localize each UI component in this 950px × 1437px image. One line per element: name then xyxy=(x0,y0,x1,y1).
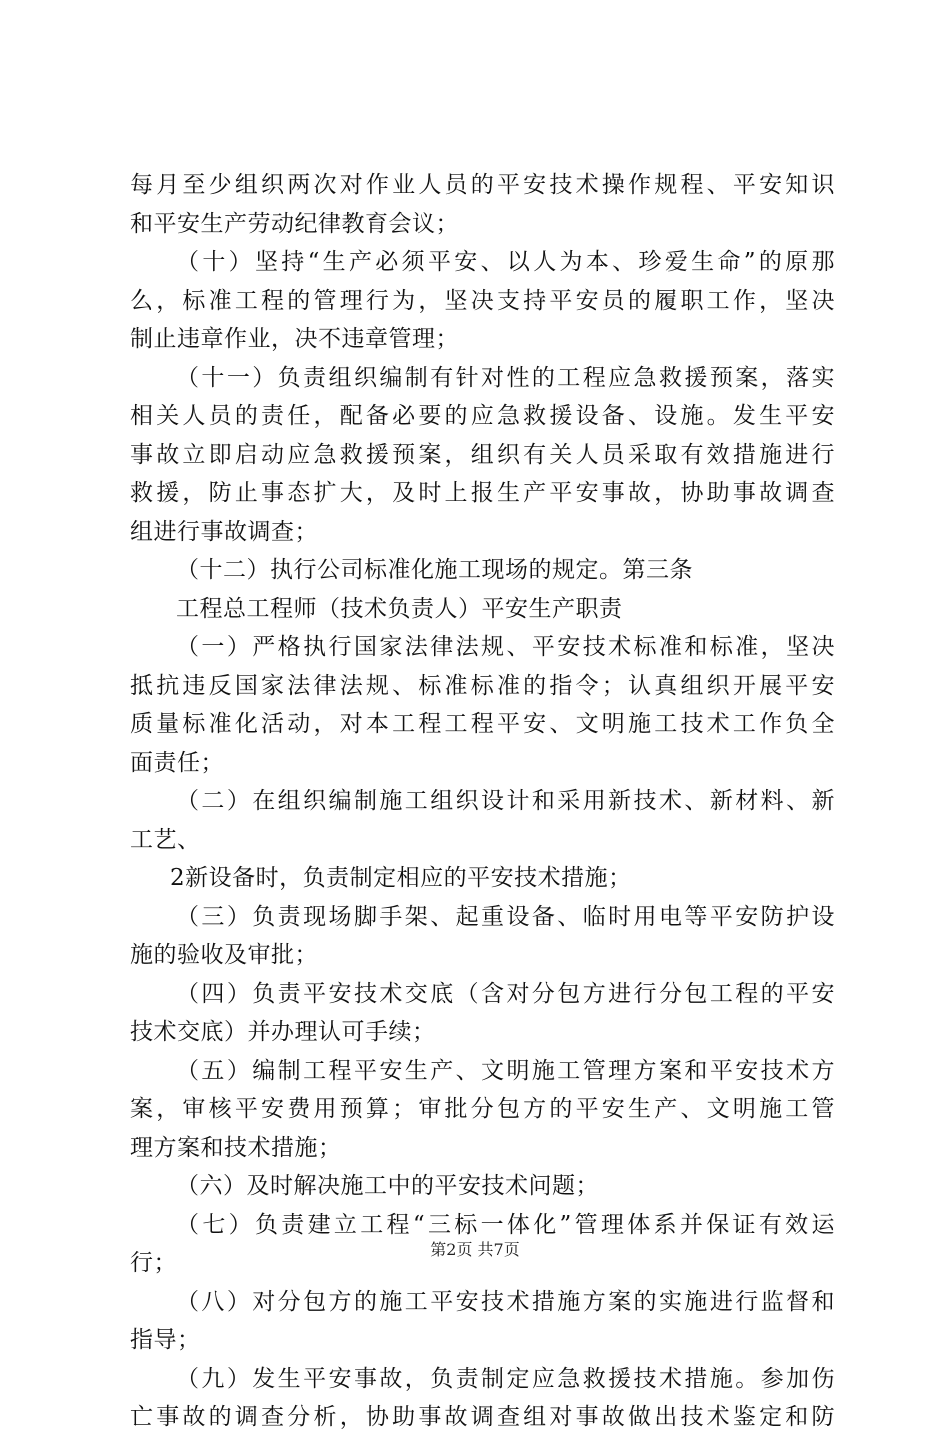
text-line: 案，审核平安费用预算；审批分包方的平安生产、文明施工管 xyxy=(130,1096,835,1122)
text-line: 救援，防止事态扩大，及时上报生产平安事故，协助事故调查 xyxy=(130,480,835,506)
text-line: 每月至少组织两次对作业人员的平安技术操作规程、平安知识 xyxy=(130,172,835,198)
text-line: 理方案和技术措施； xyxy=(130,1134,342,1161)
text-line: （十二）执行公司标准化施工现场的规定。第三条 xyxy=(176,557,693,583)
text-line: （一）严格执行国家法律法规、平安技术标准和标准，坚决 xyxy=(176,634,835,660)
text-line: （十一）负责组织编制有针对性的工程应急救援预案，落实 xyxy=(176,364,835,391)
text-line: 相关人员的责任，配备必要的应急救援设备、设施。发生平安 xyxy=(130,403,835,429)
text-line: 和平安生产劳动纪律教育会议； xyxy=(130,210,459,237)
text-line: （十）坚持“生产必须平安、以人为本、珍爱生命”的原那 xyxy=(176,249,835,275)
text-line: 组进行事故调查； xyxy=(130,518,318,545)
text-line: （九）发生平安事故，负责制定应急救援技术措施。参加伤 xyxy=(176,1365,835,1392)
text-line: 指导； xyxy=(130,1327,201,1353)
text-line: （五）编制工程平安生产、文明施工管理方案和平安技术方 xyxy=(176,1057,835,1084)
text-line: 2新设备时，负责制定相应的平安技术措施； xyxy=(170,865,632,891)
text-line: 工艺、 xyxy=(130,826,201,853)
page-footer: 第2页 共7页 xyxy=(430,1240,520,1259)
text-line: 事故立即启动应急救援预案，组织有关人员采取有效措施进行 xyxy=(130,441,835,468)
text-line: （四）负责平安技术交底（含对分包方进行分包工程的平安 xyxy=(176,980,835,1007)
text-line: 工程总工程师（技术负责人）平安生产职责 xyxy=(176,595,623,622)
text-line: 么，标准工程的管理行为，坚决支持平安员的履职工作，坚决 xyxy=(130,287,835,314)
text-line: 亡事故的调查分析，协助事故调查组对事故做出技术鉴定和防 xyxy=(130,1404,835,1430)
text-line: 面责任； xyxy=(130,749,224,776)
text-line: 抵抗违反国家法律法规、标准标准的指令；认真组织开展平安 xyxy=(130,672,835,699)
text-line: 技术交底）并办理认可手续； xyxy=(130,1019,436,1045)
text-line: （六）及时解决施工中的平安技术问题； xyxy=(176,1173,599,1199)
text-line: 施的验收及审批； xyxy=(130,942,318,968)
text-line: 行； xyxy=(130,1250,177,1276)
text-line: 制止违章作业，决不违章管理； xyxy=(130,326,459,352)
text-line: （二）在组织编制施工组织设计和采用新技术、新材料、新 xyxy=(176,788,835,814)
text-line: 质量标准化活动，对本工程工程平安、文明施工技术工作负全 xyxy=(130,711,835,737)
text-line: （七）负责建立工程“三标一体化”管理体系并保证有效运 xyxy=(176,1211,835,1238)
text-line: （三）负责现场脚手架、起重设备、临时用电等平安防护设 xyxy=(176,903,835,930)
text-line: （八）对分包方的施工平安技术措施方案的实施进行监督和 xyxy=(176,1288,835,1315)
